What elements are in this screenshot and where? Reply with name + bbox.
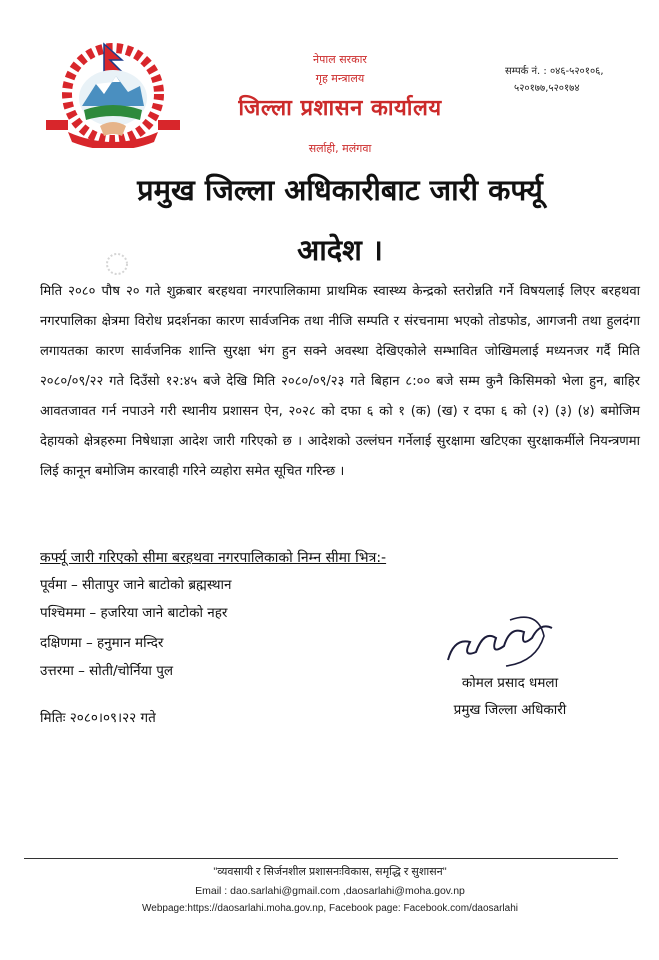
office-name: जिल्ला प्रशासन कार्यालय [238,96,442,121]
footer-motto: "व्यवसायी र सिर्जनशील प्रशासनःविकास, समृद्धि र सुशासन" [213,866,447,878]
boundary-south: दक्षिणमा – हनुमान मन्दिर [40,635,164,651]
footer-email: Email : dao.sarlahi@gmail.com ,daosarlahi@moha.gov.np [195,885,465,897]
gov-line-1: नेपाल सरकार [313,53,367,66]
contact-line-2: ५२०१७७,५२०१७४ [514,83,580,94]
issue-date: मितिः २०८०।०९।२२ गते [40,710,156,726]
boundary-west: पश्चिममा – हजरिया जाने बाटोको नहर [40,605,228,621]
signature-icon [440,608,560,683]
boundary-heading: कर्फ्यू जारी गरिएको सीमा बरहथवा नगरपालिकाको निम्न सीमा भित्र:- [40,550,387,566]
order-body: मिति २०८० पौष २० गते शुक्रबार बरहथवा नगरपालिकामा प्राथमिक स्वास्थ्य केन्द्रको स्तरोन्नति गर्ने विषयलाई लिएर बरहथवा नगरपालिका क्षेत्रमा विरोध प्रदर्शनका कारण सार्वजनिक तथा नीजि सम्पति र संरचनामा भएको तोडफोड, आगजनी तथा हुलदंगा लगायतका कारण सार्वजनिक शान्ति सुरक्षा भंग हुन सक्ने अवस्था देखिएकोले सम्भावित जोखिमलाई मध्यनजर गर्दै मिति २०८०/०९/२२ गते दिउँसो १२:४५ बजे देखि मिति २०८०/०९/२३ गते बिहान ८:०० बजे सम्म कुनै किसिमको भेला हुन, बाहिर आवतजावत गर्न नपाउने गरी स्थानीय प्रशासन ऐन, २०२८ को दफा ६ को १ (क) (ख) र दफा ६ को (२) (३) (४) बमोजिम देहायको क्षेत्रहरुमा निषेधाज्ञा आदेश जारी गरिएको छ । आदेशको उल्लंघन गर्नेलाई सुरक्षामा खटिएका सुरक्षाकर्मीले नियन्त्रणमा लिई कानून बमोजिम कारवाही गरिने व्यहोरा समेत सूचित गरिन्छ । [40,284,640,479]
boundary-east: पूर्वमा – सीतापुर जाने बाटोको ब्रह्मस्थान [40,577,232,593]
footer-divider [24,858,618,859]
nepal-emblem-icon [44,40,182,148]
document-title-line-1: प्रमुख जिल्ला अधिकारीबाट जारी कर्फ्यू [137,173,543,207]
boundary-north: उत्तरमा – सोती/चोर्निया पुल [40,663,174,679]
signer-name: कोमल प्रसाद धमला [461,675,559,691]
gov-line-2: गृह मन्त्रालय [315,72,365,85]
signer-title: प्रमुख जिल्ला अधिकारी [453,702,567,718]
office-place: सर्लाही, मलंगवा [308,142,372,155]
document-title-line-2: आदेश । [297,233,383,267]
footer-web: Webpage:https://daosarlahi.moha.gov.np, Facebook page: Facebook.com/daosarlahi [142,903,518,914]
contact-line-1: सम्पर्क नं. : ०४६-५२०१०६, [505,66,604,77]
